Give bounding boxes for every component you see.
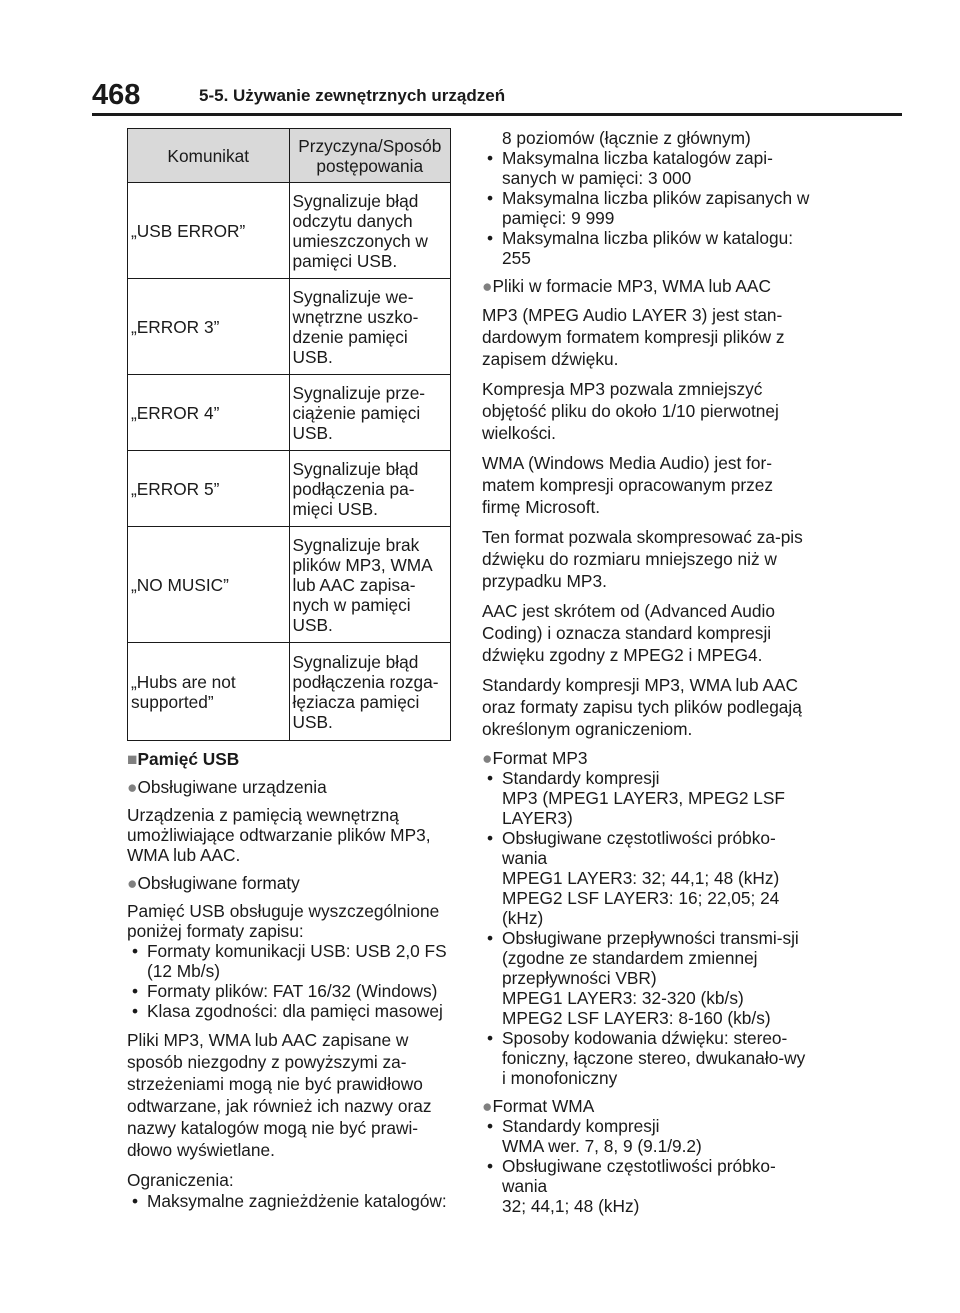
list-item — [482, 1028, 812, 1088]
limits-continuation: 8 poziomów (łącznie z głównym) — [502, 128, 751, 148]
square-bullet-icon: ■ — [127, 749, 138, 769]
list-item-value: MPEG1 LAYER3: 32; 44,1; 48 (kHz) — [502, 868, 780, 888]
list-item — [482, 828, 812, 928]
circle-bullet-icon: ● — [482, 1096, 493, 1116]
list-item-value: MPEG2 LSF LAYER3: 16; 22,05; 24 (kHz) — [502, 888, 780, 928]
table-row — [128, 527, 451, 643]
cause-cell: Sygnalizuje błąd podłączenia rozga-łęziacza pamięci USB. — [289, 643, 451, 741]
message-table — [127, 128, 451, 741]
list-item-label: • Standardy kompresji — [502, 1116, 660, 1136]
cause-cell: Sygnalizuje we-wnętrzne uszko-dzenie pamięci USB. — [289, 279, 451, 375]
list-item: • Maksymalne zagnieżdżenie katalogów: — [127, 1191, 452, 1211]
cause-cell: Sygnalizuje błąd odczytu danych umieszczonych w pamięci USB. — [289, 183, 451, 279]
limits-title: Ograniczenia: — [127, 1170, 234, 1190]
list-item: • Maksymalna liczba katalogów zapi-sanych w pamięci: 3 000 — [482, 148, 812, 188]
limits-list-start — [127, 1191, 452, 1211]
mp3-list — [482, 768, 812, 1088]
table-row — [128, 279, 451, 375]
paragraph: Kompresja MP3 pozwala zmniejszyć objętość pliku do około 1/10 pierwotnej wielkości. — [482, 379, 779, 443]
devices-subheading — [127, 777, 452, 797]
formats-list — [127, 941, 452, 1021]
circle-bullet-icon: ● — [127, 873, 138, 893]
circle-bullet-icon: ● — [482, 276, 493, 296]
list-item-label: • Sposoby kodowania dźwięku: stereo-foniczny, łączone stereo, dwukanało-wy i monofoniczny — [502, 1028, 806, 1088]
table-row — [128, 183, 451, 279]
section-title: 5-5. Używanie zewnętrznych urządzeń — [199, 86, 506, 105]
subheading-text: Format MP3 — [492, 748, 588, 768]
files-subheading — [482, 276, 812, 296]
list-item-label: • Standardy kompresji — [502, 768, 660, 788]
list-item-value: MP3 (MPEG1 LAYER3, MPEG2 LSF LAYER3) — [502, 788, 785, 828]
list-item-value: WMA wer. 7, 8, 9 (9.1/9.2) — [502, 1136, 702, 1156]
message-cell: „Hubs are not supported” — [128, 643, 290, 741]
paragraph: AAC jest skrótem od (Advanced Audio Coding) i oznacza standard kompresji dźwięku zgodny z MPEG2 i MPEG4. — [482, 601, 775, 665]
message-cell: „ERROR 3” — [128, 279, 290, 375]
wma-subheading — [482, 1096, 812, 1116]
list-item: • Klasa zgodności: dla pamięci masowej — [127, 1001, 452, 1021]
table-row — [128, 375, 451, 451]
table-header-message: Komunikat — [128, 129, 290, 183]
list-item-label: • Obsługiwane przepływności transmi-sji (zgodne ze standardem zmiennej przepływności VBR) — [502, 928, 799, 988]
list-item-label: • Obsługiwane częstotliwości próbko-wania — [502, 1156, 776, 1196]
list-item-value: 32; 44,1; 48 (kHz) — [502, 1196, 640, 1216]
mp3-subheading — [482, 748, 812, 768]
cause-cell: Sygnalizuje błąd podłączenia pa-mięci USB. — [289, 451, 451, 527]
table-row — [128, 451, 451, 527]
page-number: 468 — [92, 79, 141, 111]
devices-text: Urządzenia z pamięcią wewnętrzną umożliwiające odtwarzanie plików MP3, WMA lub AAC. — [127, 805, 431, 865]
list-item — [482, 768, 812, 828]
cause-cell: Sygnalizuje brak plików MP3, WMA lub AAC zapisa-nych w pamięci USB. — [289, 527, 451, 643]
limits-list — [482, 148, 812, 268]
table-header-row — [128, 129, 451, 183]
circle-bullet-icon: ● — [127, 777, 138, 797]
message-cell: „NO MUSIC” — [128, 527, 290, 643]
message-cell: „ERROR 5” — [128, 451, 290, 527]
subheading-text: Obsługiwane urządzenia — [137, 777, 327, 797]
warning-text: Pliki MP3, WMA lub AAC zapisane w sposób niezgodny z powyższymi za-strzeżeniami mogą nie być prawidłowo odtwarzane, jak również ich nazwy oraz nazwy katalogów mogą nie być prawi-dłowo wyświetlane. — [127, 1030, 432, 1160]
list-item: • Maksymalna liczba plików zapisanych w pamięci: 9 999 — [482, 188, 812, 228]
paragraph: Standardy kompresji MP3, WMA lub AAC oraz formaty zapisu tych plików podlegają określonym ograniczeniom. — [482, 675, 802, 739]
list-item: • Formaty komunikacji USB: USB 2,0 FS (12 Mb/s) — [127, 941, 452, 981]
list-item-value: MPEG1 LAYER3: 32-320 (kb/s) — [502, 988, 744, 1008]
subheading-text: Format WMA — [492, 1096, 595, 1116]
circle-bullet-icon: ● — [482, 748, 493, 768]
list-item — [482, 1156, 812, 1216]
table-row — [128, 643, 451, 741]
list-item — [482, 1116, 812, 1156]
paragraph: Ten format pozwala skompresować za-pis dźwięku do rozmiaru mniejszego niż w przypadku MP3. — [482, 527, 803, 591]
message-cell: „ERROR 4” — [128, 375, 290, 451]
list-item: • Maksymalna liczba plików w katalogu: 255 — [482, 228, 812, 268]
paragraph: WMA (Windows Media Audio) jest for-matem kompresji opracowanym przez firmę Microsoft. — [482, 453, 773, 517]
table-header-cause: Przyczyna/Sposób postępowania — [289, 129, 451, 183]
list-item-value: MPEG2 LSF LAYER3: 8-160 (kb/s) — [502, 1008, 771, 1028]
heading-text: Pamięć USB — [137, 749, 240, 769]
right-column — [482, 128, 812, 1224]
formats-text: Pamięć USB obsługuje wyszczególnione poniżej formaty zapisu: — [127, 901, 440, 941]
list-item — [482, 928, 812, 1028]
usb-memory-heading — [127, 749, 452, 769]
subheading-text: Pliki w formacie MP3, WMA lub AAC — [492, 276, 771, 296]
list-item-label: • Obsługiwane częstotliwości próbko-wania — [502, 828, 776, 868]
paragraph: MP3 (MPEG Audio LAYER 3) jest stan-dardowym formatem kompresji plików z zapisem dźwięku. — [482, 305, 785, 369]
left-column — [127, 128, 452, 1219]
header-rule — [92, 113, 902, 116]
message-cell: „USB ERROR” — [128, 183, 290, 279]
cause-cell: Sygnalizuje prze-ciążenie pamięci USB. — [289, 375, 451, 451]
list-item: • Formaty plików: FAT 16/32 (Windows) — [127, 981, 452, 1001]
subheading-text: Obsługiwane formaty — [137, 873, 300, 893]
formats-subheading — [127, 873, 452, 893]
wma-list — [482, 1116, 812, 1216]
